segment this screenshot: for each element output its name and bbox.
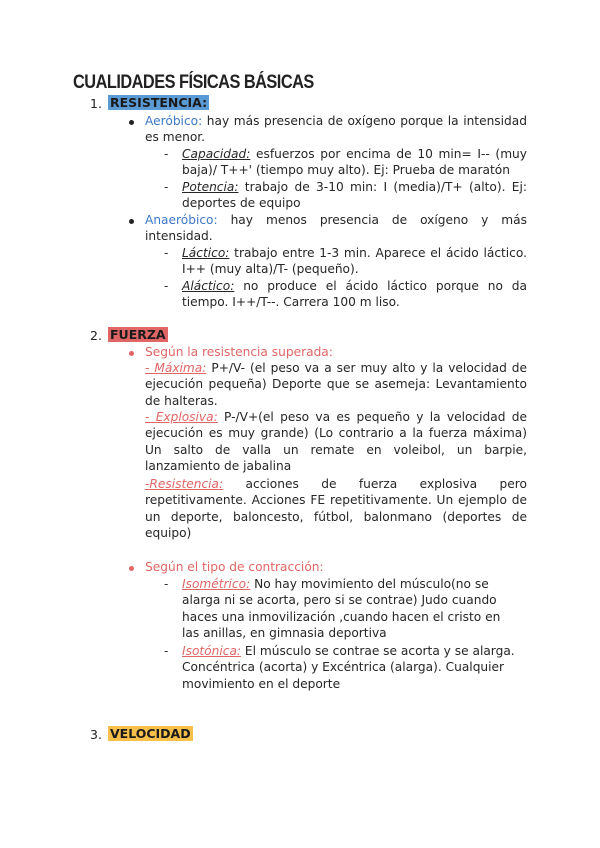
section-number-3: 3. xyxy=(90,727,102,742)
potencia-item xyxy=(182,179,527,212)
resistencia-heading-text: RESISTENCIA: xyxy=(110,95,208,110)
maxima-item xyxy=(145,360,527,409)
aerobico-text: hay más presencia de oxígeno porque la intensidad es menor. xyxy=(145,114,527,145)
resistencia-heading xyxy=(108,95,209,113)
maxima-label: - Máxima: xyxy=(145,361,207,375)
section-number-2: 2. xyxy=(90,328,102,343)
dash-icon: - xyxy=(164,644,169,658)
explosiva-text: P-/V+(el peso va es pequeño y la velocidad de ejecución es muy grande) (Lo contrario a la fuerza máxima) Un salto de valla un remate en voleibol, un barpie, lanzamiento de jabalina xyxy=(145,410,527,474)
resistencia-label: -Resistencia: xyxy=(145,477,224,491)
bullet-icon xyxy=(129,120,134,125)
maxima-text: P+/V- (el peso va a ser muy alto y la velocidad de ejecución pequeña) Deporte que se asemeja: Levantamiento de halteras. xyxy=(145,361,527,408)
bullet-icon xyxy=(129,219,134,224)
resistencia-item xyxy=(145,476,527,542)
capacidad-text: esfuerzos por encima de 10 min= I-- (muy baja)/ T++' (tiempo muy alto). Ej: Prueba de maratón xyxy=(182,147,527,178)
potencia-text: trabajo de 3-10 min: I (media)/T+ (alto). Ej: deportes de equipo xyxy=(182,180,527,211)
page-title: CUALIDADES FÍSICAS BÁSICAS xyxy=(73,72,314,93)
explosiva-item xyxy=(145,409,527,475)
isotonica-item xyxy=(182,643,527,692)
tipo-contraccion-label: Según el tipo de contracción: xyxy=(145,560,324,574)
velocidad-heading-text: VELOCIDAD xyxy=(110,726,191,741)
alactico-text: no produce el ácido láctico porque no da tiempo. I++/T--. Carrera 100 m liso. xyxy=(182,279,527,310)
isometrico-label: Isométrico: xyxy=(182,577,251,591)
potencia-label: Potencia: xyxy=(182,180,239,194)
resistencia-superada-label: Según la resistencia superada: xyxy=(145,345,333,359)
dash-icon: - xyxy=(164,246,169,260)
capacidad-item xyxy=(182,146,527,179)
alactico-label: Aláctico: xyxy=(182,279,235,293)
isotonica-text: El músculo se contrae se acorta y se alarga. Concéntrica (acorta) y Excéntrica (alarga). Cualquier movimiento en el deporte xyxy=(182,644,515,691)
anaerobico-text: hay menos presencia de oxígeno y más intensidad. xyxy=(145,213,527,244)
section-number-1: 1. xyxy=(90,96,102,111)
dash-icon: - xyxy=(164,147,169,161)
explosiva-label: - Explosiva: xyxy=(145,410,218,424)
bullet-icon xyxy=(129,351,134,356)
fuerza-heading-text: FUERZA xyxy=(110,327,166,342)
isometrico-text: No hay movimiento del músculo(no se alarga ni se acorta, pero si se contrae) Judo cuando haces una inmovilización ,cuando hacen el cristo en las anillas, en gimnasia deportiva xyxy=(182,577,501,641)
isotonica-label: Isotónica: xyxy=(182,644,242,658)
lactico-label: Láctico: xyxy=(182,246,230,260)
dash-icon: - xyxy=(164,180,169,194)
aerobico-item xyxy=(145,113,527,146)
lactico-item xyxy=(182,245,527,278)
aerobico-label: Aeróbico: xyxy=(145,114,203,128)
velocidad-heading xyxy=(108,726,193,744)
fuerza-heading xyxy=(108,327,168,345)
isometrico-item xyxy=(182,576,512,642)
anaerobico-item xyxy=(145,212,527,245)
bullet-icon xyxy=(129,566,134,571)
alactico-item xyxy=(182,278,527,311)
resistencia-text: acciones de fuerza explosiva pero repetitivamente. Acciones FE repetitivamente. Un ejemplo de un deporte, baloncesto, fútbol, balonmano (deportes de equipo) xyxy=(145,477,527,541)
anaerobico-label: Anaeróbico: xyxy=(145,213,218,227)
dash-icon: - xyxy=(164,577,169,591)
dash-icon: - xyxy=(164,279,169,293)
lactico-text: trabajo entre 1-3 min. Aparece el ácido láctico. I++ (muy alta)/T- (pequeño). xyxy=(182,246,527,277)
capacidad-label: Capacidad: xyxy=(182,147,251,161)
